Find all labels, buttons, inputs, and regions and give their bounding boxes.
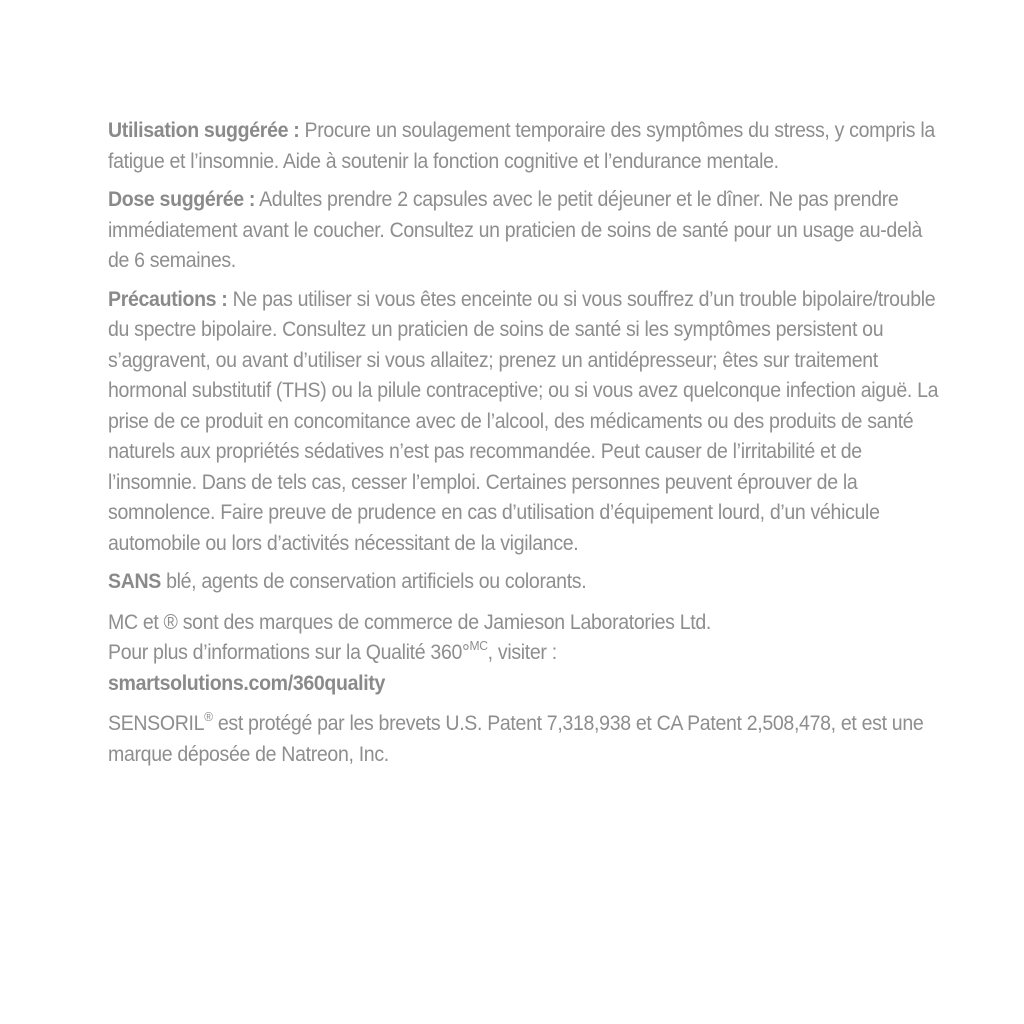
precautions-label: Précautions :: [108, 287, 228, 311]
trademark-paragraph: [108, 608, 938, 700]
free-of-text: blé, agents de conservation artificiels ou colorants.: [166, 570, 587, 593]
quality-info-visit: , visiter :: [487, 641, 557, 664]
quality-info-line: [108, 638, 938, 669]
precautions-text: Ne pas utiliser si vous êtes enceinte ou si vous souffrez d’un trouble bipolaire/trouble du spectre bipolaire. Consultez un praticien de soins de santé si les symptômes persistent ou s’aggravent, ou avant d’utiliser si vous allaitez; prenez un antidépresseur; êtes sur traitement hormonal substitutif (THS) ou la pilule contraceptive; ou si vous avez quelconque infection aiguë. La prise de ce produit en concomitance avec de l’alcool, des médicaments ou des produits de santé naturels aux propriétés sédatives n’est pas recommandée. Peut causer de l’irritabilité et de l’insomnie. Dans de tels cas, cesser l’emploi. Certaines personnes peuvent éprouver de la somnolence. Faire preuve de prudence en cas d’utilisation d’équipement lourd, d’un véhicule automobile ou lors d’activités nécessitant de la vigilance.: [108, 287, 939, 555]
dose-text: Adultes prendre 2 capsules avec le petit déjeuner et le dîner. Ne pas prendre immédiatement avant le coucher. Consultez un praticien de soins de santé pour un usage au-delà de 6 semaines.: [108, 188, 923, 272]
dose-paragraph: [108, 185, 938, 277]
quality-url: smartsolutions.com/360quality: [108, 671, 386, 695]
patent-paragraph: [108, 709, 938, 770]
usage-paragraph: [108, 116, 938, 177]
dose-label: Dose suggérée :: [108, 188, 256, 211]
patent-brand: SENSORIL: [108, 712, 205, 735]
patent-registered-sup: ®: [204, 709, 213, 724]
precautions-paragraph: [108, 285, 938, 560]
quality-info-text: Pour plus d’informations sur la Qualité 360°: [108, 641, 470, 664]
quality-trademark-sup: MC: [469, 638, 488, 653]
free-of-paragraph: [108, 567, 938, 598]
usage-label: Utilisation suggérée :: [108, 119, 300, 142]
free-of-label: SANS: [108, 570, 161, 593]
trademark-line: MC et ® sont des marques de commerce de Jamieson Laboratories Ltd.: [108, 610, 711, 634]
label-text-block: [108, 116, 938, 770]
patent-text: est protégé par les brevets U.S. Patent 7,318,938 et CA Patent 2,508,478, et est une marque déposée de Natreon, Inc.: [108, 712, 924, 766]
usage-text: Procure un soulagement temporaire des symptômes du stress, y compris la fatigue et l’insomnie. Aide à soutenir la fonction cognitive et l’endurance mentale.: [108, 119, 935, 173]
